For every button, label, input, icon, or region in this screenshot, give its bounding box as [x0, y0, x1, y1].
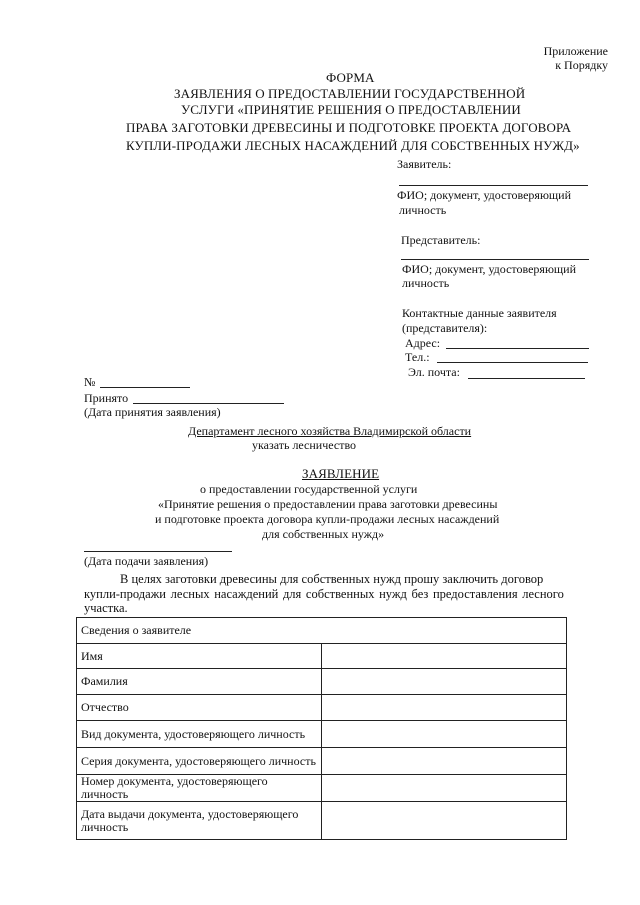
table-row-label: Фамилия — [77, 669, 322, 695]
form-title-line-1: ФОРМА — [326, 70, 375, 85]
representative-hint-line-2: личность — [402, 276, 450, 290]
table-row-value[interactable] — [322, 802, 567, 840]
body-text-line-1: В целях заготовки древесины для собственных нужд прошу заключить договор — [120, 572, 544, 586]
table-row-label: Дата выдачи документа, удостоверяющего личность — [77, 802, 322, 840]
table-row — [77, 669, 567, 695]
contacts-label-line-2: (представителя): — [402, 321, 488, 335]
registration-number-line — [100, 387, 190, 388]
phone-label: Тел.: — [405, 350, 430, 364]
table-row-value[interactable] — [322, 748, 567, 775]
address-field-line — [446, 348, 589, 349]
table-row-label: Вид документа, удостоверяющего личность — [77, 721, 322, 748]
accepted-label: Принято — [84, 391, 129, 405]
statement-line-2: «Принятие решения о предоставлении права заготовки древесины — [158, 497, 498, 511]
email-field-line — [468, 378, 585, 379]
statement-title: ЗАЯВЛЕНИЕ — [302, 466, 380, 481]
table-row-value[interactable] — [322, 644, 567, 669]
applicant-signature-line — [399, 185, 588, 186]
form-title-line-4: ПРАВА ЗАГОТОВКИ ДРЕВЕСИНЫ И ПОДГОТОВКЕ ПРОЕКТА ДОГОВОРА — [126, 120, 572, 135]
applicant-hint-line-1: ФИО; документ, удостоверяющий — [397, 188, 571, 202]
table-row-value[interactable] — [322, 721, 567, 748]
address-label: Адрес: — [405, 336, 441, 350]
representative-hint-line-1: ФИО; документ, удостоверяющий — [402, 262, 576, 276]
registration-number-label: № — [84, 375, 96, 389]
table-header-row — [77, 618, 567, 644]
form-title-line-5: КУПЛИ-ПРОДАЖИ ЛЕСНЫХ НАСАЖДЕНИЙ ДЛЯ СОБСТВЕННЫХ НУЖД» — [126, 138, 580, 153]
form-title-line-2: ЗАЯВЛЕНИЯ О ПРЕДОСТАВЛЕНИИ ГОСУДАРСТВЕННОЙ — [174, 86, 526, 101]
table-row-value[interactable] — [322, 775, 567, 802]
acceptance-date-hint: (Дата принятия заявления) — [84, 405, 221, 419]
submission-date-line — [84, 551, 232, 552]
table-row-value[interactable] — [322, 695, 567, 721]
applicant-hint-line-2: личность — [399, 203, 447, 217]
applicant-info-table — [76, 617, 567, 840]
email-label: Эл. почта: — [408, 365, 460, 379]
appendix-line-2: к Порядку — [555, 58, 608, 72]
phone-field-line — [437, 362, 588, 363]
submission-date-hint: (Дата подачи заявления) — [84, 554, 209, 568]
table-row — [77, 802, 567, 840]
form-title-line-3: УСЛУГИ «ПРИНЯТИЕ РЕШЕНИЯ О ПРЕДОСТАВЛЕНИИ — [181, 102, 521, 117]
body-text-line-3: участка. — [84, 601, 128, 615]
table-header-cell: Сведения о заявителе — [77, 618, 567, 644]
table-row — [77, 721, 567, 748]
table-row-label: Отчество — [77, 695, 322, 721]
contacts-label-line-1: Контактные данные заявителя — [402, 306, 557, 320]
table-row-label: Имя — [77, 644, 322, 669]
table-row-label: Номер документа, удостоверяющего личность — [77, 775, 322, 802]
applicant-label: Заявитель: — [397, 157, 452, 171]
body-text-line-2: купли-продажи лесных насаждений для собственных нужд без предоставления лесного — [84, 587, 564, 601]
table-row — [77, 644, 567, 669]
table-row-label: Серия документа, удостоверяющего личность — [77, 748, 322, 775]
statement-line-1: о предоставлении государственной услуги — [200, 482, 418, 496]
statement-line-3: и подготовке проекта договора купли-продажи лесных насаждений — [155, 512, 500, 526]
accepted-line — [133, 403, 284, 404]
department-name: Департамент лесного хозяйства Владимирской области — [188, 424, 472, 438]
appendix-reference — [544, 44, 608, 72]
appendix-line-1: Приложение — [543, 44, 608, 58]
representative-label: Представитель: — [401, 233, 481, 247]
representative-signature-line — [401, 259, 589, 260]
table-row — [77, 695, 567, 721]
forestry-hint: указать лесничество — [252, 438, 357, 452]
table-row — [77, 775, 567, 802]
table-row — [77, 748, 567, 775]
table-row-value[interactable] — [322, 669, 567, 695]
statement-line-4: для собственных нужд» — [262, 527, 385, 541]
